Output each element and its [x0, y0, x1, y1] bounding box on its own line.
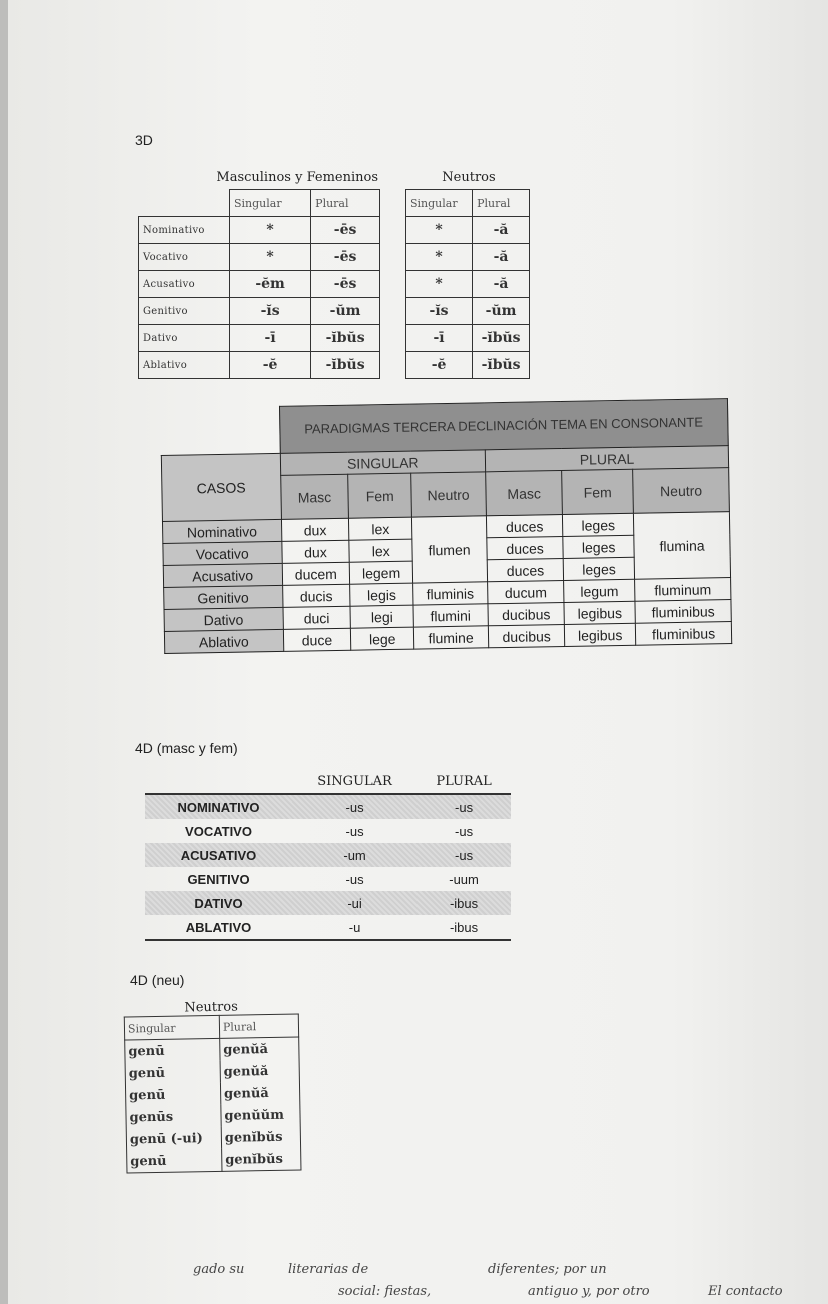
table-cell: -ibus [417, 891, 511, 915]
table-cell: -ŭm [311, 298, 380, 325]
table-cell: Acusativo [163, 563, 282, 587]
table-cell: * [406, 244, 473, 271]
table-cell: -us [417, 843, 511, 867]
table-cell: ducibus [488, 602, 564, 625]
table-cell: DATIVO [145, 891, 292, 915]
document-page [8, 0, 828, 1304]
table-cell: flumine [413, 626, 488, 649]
table-row [139, 244, 380, 271]
table-cell: -uum [449, 871, 479, 887]
table-row [145, 867, 511, 891]
table-cell: GENITIVO [187, 871, 250, 887]
table-cell: ABLATIVO [185, 919, 252, 935]
table-row [139, 298, 380, 325]
table-cell: -ĭbŭs [473, 352, 530, 379]
table-row [139, 352, 380, 379]
table-cell: -ă [473, 271, 530, 298]
table-cell: Ablativo [164, 629, 283, 653]
table-cell: fluminum [635, 578, 731, 602]
table-row [127, 1147, 301, 1173]
table-cell: -ă [473, 217, 530, 244]
table-cell: dux [281, 518, 349, 541]
table-row [126, 1103, 300, 1128]
table-cell: ducibus [488, 624, 564, 647]
paradigm-title: PARADIGMAS TERCERA DECLINACIÓN TEMA EN CONSONANTE [279, 399, 728, 454]
table-cell: NOMINATIVO [145, 794, 292, 819]
table-3d-masc-fem [138, 170, 386, 379]
table-cell: Vocativo [139, 244, 230, 271]
table-row [406, 271, 530, 298]
table-cell: lex [349, 517, 412, 540]
table-cell: -ĭbŭs [311, 325, 380, 352]
table-cell: Nominativo [162, 519, 281, 543]
table-cell: -ĕm [230, 271, 311, 298]
bleed-text: literarias de [288, 1262, 369, 1277]
paradigm-table [160, 398, 732, 654]
table-cell: * [230, 244, 311, 271]
table-cell: * [406, 271, 473, 298]
bleed-text: El contacto [708, 1284, 783, 1299]
col-header: SINGULAR [317, 774, 392, 789]
col-header: Plural [311, 190, 380, 217]
table-row [145, 915, 511, 940]
table-row [406, 325, 530, 352]
casos-header: CASOS [161, 453, 281, 521]
table-cell: -us [455, 823, 474, 839]
table-cell: fluminibus [635, 600, 731, 624]
table-cell: duces [487, 514, 563, 537]
table-cell: ACUSATIVO [145, 843, 292, 867]
table-3d-neutros [405, 170, 533, 379]
col-header: Singular [124, 1015, 219, 1040]
gender-header: Neutro [411, 472, 487, 517]
table-cell: -ĭbŭs [473, 325, 530, 352]
table-row [126, 1125, 300, 1150]
table-cell: genū (-ui) [126, 1127, 221, 1151]
table-cell: genūs [126, 1105, 221, 1129]
table-cell: * [406, 217, 473, 244]
table-cell: -u [348, 919, 361, 935]
col-header: Singular [406, 190, 473, 217]
table-cell: ducem [282, 562, 350, 585]
table-cell: lex [349, 539, 412, 562]
table-cell: legi [350, 605, 413, 628]
table-cell: genĭbŭs [221, 1125, 300, 1148]
table-row [125, 1037, 299, 1063]
table-cell: leges [563, 535, 634, 558]
table-cell: legibus [565, 623, 636, 646]
table-cell: legibus [564, 601, 635, 624]
table-cell: genū [125, 1038, 220, 1062]
table-cell: fluminis [413, 582, 488, 605]
table-caption: Neutros [184, 999, 238, 1016]
table-row [139, 217, 380, 244]
bleed-text: diferentes; por un [488, 1262, 607, 1277]
table-row [406, 244, 530, 271]
table-cell: genū [127, 1149, 222, 1173]
table-cell: duces [487, 558, 563, 581]
bleed-text: antiguo y, por otro [528, 1284, 650, 1299]
table-cell: -us [345, 871, 364, 887]
table-cell: Genitivo [164, 585, 283, 609]
table-cell: -ĕ [406, 352, 473, 379]
col-header: Plural [219, 1014, 298, 1038]
table-cell: Vocativo [163, 541, 282, 565]
table-row [145, 819, 511, 843]
table-cell: genŭă [220, 1037, 299, 1061]
table-4d-neu [124, 998, 302, 1173]
table-cell: -ui [292, 891, 417, 915]
bleed-text: gado su [193, 1262, 245, 1277]
table-cell: Genitivo [139, 298, 230, 325]
section-4d-neu-title: 4D (neu) [130, 972, 185, 988]
table-cell: -ibus [449, 919, 479, 935]
table-cell: flumini [413, 604, 488, 627]
table-cell: Ablativo [139, 352, 230, 379]
table-row [406, 217, 530, 244]
table-cell: -ĭbŭs [311, 352, 380, 379]
table-cell: dux [281, 540, 349, 563]
gender-header: Neutro [633, 468, 730, 514]
table-cell: genĭbŭs [222, 1147, 301, 1171]
table-cell: -ī [230, 325, 311, 352]
table-cell: -ĭs [230, 298, 311, 325]
table-cell: -ĕ [230, 352, 311, 379]
table-cell: genŭŭm [221, 1103, 300, 1126]
table-cell: -ī [406, 325, 473, 352]
table-cell: fluminibus [635, 622, 731, 646]
table-cell: duce [283, 628, 351, 651]
gender-header: Fem [562, 469, 634, 514]
table-cell: genū [125, 1083, 220, 1107]
table-cell: -um [292, 843, 417, 867]
table-caption: Neutros [442, 170, 496, 185]
table-cell: ducis [282, 584, 350, 607]
merged-cell: flumen [411, 516, 487, 583]
bleed-text: social: fiestas, [338, 1284, 432, 1299]
section-4d-title: 4D (masc y fem) [135, 740, 238, 756]
table-cell: -ēs [311, 271, 380, 298]
table-caption: Masculinos y Femeninos [216, 170, 378, 185]
singular-header: SINGULAR [280, 450, 486, 476]
table-cell: -ēs [311, 244, 380, 271]
table-row [125, 1059, 299, 1084]
table-cell: Acusativo [139, 271, 230, 298]
gender-header: Fem [348, 473, 411, 518]
table-row [125, 1081, 299, 1106]
table-cell: Dativo [139, 325, 230, 352]
table-cell: lege [351, 627, 414, 650]
gender-header: Masc [280, 474, 349, 519]
table-cell: -ĭs [406, 298, 473, 325]
table-cell: Dativo [164, 607, 283, 631]
table-row [139, 271, 380, 298]
table-cell: duci [282, 606, 350, 629]
table-cell: -ēs [311, 217, 380, 244]
table-row [406, 352, 530, 379]
table-row [139, 325, 380, 352]
table-cell: genū [125, 1061, 220, 1085]
table-row [145, 843, 511, 867]
col-header: PLURAL [436, 774, 492, 789]
table-cell: legis [350, 583, 413, 606]
table-cell: -us [417, 794, 511, 819]
merged-cell: flumina [634, 512, 731, 580]
table-cell: legum [564, 579, 635, 602]
table-cell: VOCATIVO [185, 823, 252, 839]
table-cell: -ŭm [473, 298, 530, 325]
table-cell: -us [292, 794, 417, 819]
section-3d-title: 3D [135, 132, 153, 148]
plural-header: PLURAL [485, 446, 728, 472]
table-4d [145, 773, 511, 941]
table-cell: * [230, 217, 311, 244]
table-row [406, 298, 530, 325]
col-header: Singular [230, 190, 311, 217]
table-cell: leges [563, 513, 634, 536]
table-cell: genŭă [220, 1081, 299, 1104]
table-cell: duces [487, 536, 563, 559]
gender-header: Masc [486, 470, 563, 515]
table-cell: -us [345, 823, 364, 839]
table-cell: -ă [473, 244, 530, 271]
table-row [145, 794, 511, 819]
table-cell: leges [563, 557, 634, 580]
table-cell: Nominativo [139, 217, 230, 244]
table-cell: legem [350, 561, 413, 584]
col-header: Plural [473, 190, 530, 217]
table-cell: genŭă [220, 1059, 299, 1082]
table-row [145, 891, 511, 915]
table-cell: ducum [488, 580, 564, 603]
